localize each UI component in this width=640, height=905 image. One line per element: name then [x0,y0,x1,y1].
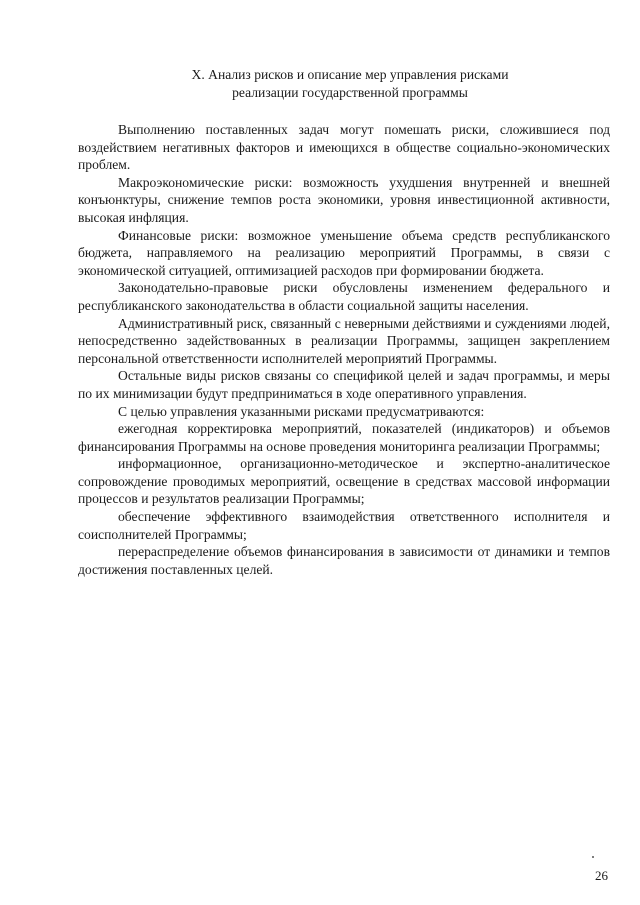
paragraph-management-intro: С целью управления указанными рисками предусматриваются: [118,403,485,419]
paragraph-measure-adjustment: ежегодная корректировка мероприятий, показателей (индикаторов) и объемов финансирования Программы на основе проведения мониторинга реализации Программы; [78,421,610,454]
paragraph-intro: Выполнению поставленных задач могут помешать риски, сложившиеся под воздействием негативных факторов и имеющихся в обществе социально-экономических проблем. [78,122,610,173]
heading-line-1: X. Анализ рисков и описание мер управления рисками [191,67,509,82]
page-number: 26 [595,868,608,883]
paragraph-legal-risks: Законодательно-правовые риски обусловлены изменением федерального и республиканского законодательства в области социальной защиты населения. [78,280,610,313]
document-body [78,121,610,578]
heading-line-2: реализации государственной программы [232,85,468,100]
paragraph-administrative-risk: Административный риск, связанный с неверными действиями и суждениями людей, непосредственно задействованных в реализации Программы, защищен закреплением персональной ответственности исполнителей мероприятий Программы. [78,315,610,366]
paragraph-other-risks: Остальные виды рисков связаны со спецификой целей и задач программы, и меры по их минимизации будут предприниматься в ходе оперативного управления. [78,368,610,401]
paragraph-financial-risks: Финансовые риски: возможное уменьшение объема средств республиканского бюджета, направляемого на реализацию мероприятий Программы, в связи с экономической ситуацией, оптимизацией расходов при формировании бюджета. [78,227,610,278]
section-heading [150,66,550,102]
paragraph-macroeconomic-risks: Макроэкономические риски: возможность ухудшения внутренней и внешней конъюнктуры, снижение темпов роста экономики, уровня инвестиционной активности, высокая инфляция. [78,174,610,225]
paragraph-measure-cooperation: обеспечение эффективного взаимодействия ответственного исполнителя и соисполнителей Программы; [78,509,610,542]
scan-speck [592,856,594,858]
paragraph-measure-redistribution: перераспределение объемов финансирования в зависимости от динамики и темпов достижения поставленных целей. [78,544,610,577]
paragraph-measure-information: информационное, организационно-методическое и экспертно-аналитическое сопровождение проводимых мероприятий, освещение в средствах массовой информации процессов и результатов реализации Программы; [78,456,610,507]
